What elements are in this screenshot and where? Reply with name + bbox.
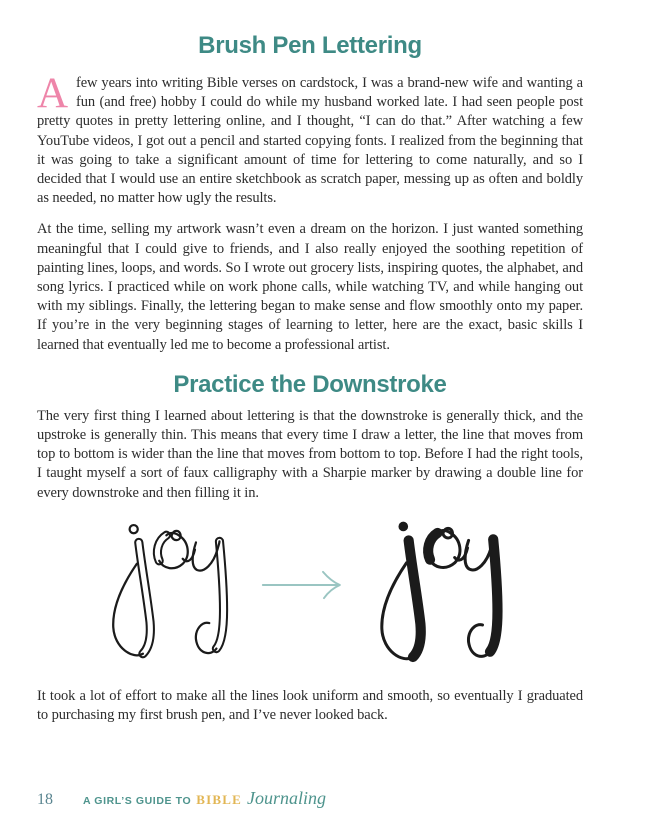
right-arrow-icon <box>260 569 354 601</box>
paragraph-2: At the time, selling my artwork wasn’t even a dream on the horizon. I just wanted something meaningful that I could give to friends, and I also really enjoyed the soothing repetition of painting lines, loops, and words. So I wrote out grocery lists, inspiring quotes, the alphabet, and song lyrics. I practiced while on work phone calls, while watching TV, and while hanging out with my siblings. Finally, the lettering began to make sense and flow smoothly onto my paper. If you’re in the very beginning stages of learning to letter, here are the exact, basic skills I learned that eventually led me to become a professional artist. <box>37 221 583 353</box>
section-heading: Practice the Downstroke <box>173 370 447 398</box>
page-number: 18 <box>37 791 53 808</box>
chapter-heading: Brush Pen Lettering <box>198 32 422 59</box>
page-footer <box>37 788 583 809</box>
paragraph-3: The very first thing I learned about lettering is that the downstroke is generally thick, and the upstroke is generally thin. This means that every time I draw a letter, the line that moves from top to bottom is wider than the line that moves from bottom to top. Before I had the right tools, I taught myself a sort of faux calligraphy with a Sharpie marker by drawing a double line for every downstroke and then filling it in. <box>37 407 583 501</box>
joy-outline-lettering <box>104 522 242 667</box>
drop-cap: A <box>37 70 68 117</box>
series-title <box>83 788 326 809</box>
joy-filled-lettering <box>372 519 517 671</box>
paragraph-1-text: few years into writing Bible verses on cardstock, I was a brand-new wife and wanting a fun (and free) hobby I could do while my husband worked late. I had seen people post pretty quotes in pretty lettering online, and I thought, “I can do that.” After watching a few YouTube videos, I got out a pencil and started copying fonts. I realized from the beginning that it was going to take a significant amount of time for lettering to come naturally, and so I decided that I would use an entire sketchbook as scratch paper, messing up as often and boldly as needed, no matter how ugly the results. <box>37 75 583 207</box>
series-title-bible: BIBLE <box>196 792 242 807</box>
series-title-prefix: A GIRL’S GUIDE TO <box>83 795 192 807</box>
series-title-journaling: Journaling <box>246 788 326 808</box>
book-page <box>0 33 649 833</box>
transition-arrow <box>260 569 354 601</box>
joy-lettering-illustration <box>37 519 583 671</box>
paragraph-4: It took a lot of effort to make all the lines look uniform and smooth, so eventually I graduated to purchasing my first brush pen, and I’ve never looked back. <box>37 687 583 724</box>
paragraph-1 <box>37 70 583 208</box>
